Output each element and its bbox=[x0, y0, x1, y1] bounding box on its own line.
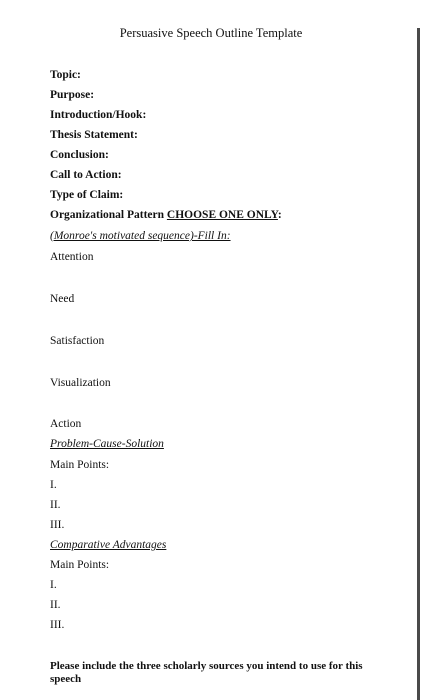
field-thesis: Thesis Statement: bbox=[50, 129, 138, 141]
monroe-step-attention: Attention bbox=[50, 251, 94, 263]
comparative-point-2: II. bbox=[50, 599, 61, 611]
page-title: Persuasive Speech Outline Template bbox=[119, 26, 303, 40]
problem-cause-solution-heading: Problem-Cause-Solution bbox=[50, 438, 164, 450]
monroe-step-visualization: Visualization bbox=[50, 377, 111, 389]
field-topic: Topic: bbox=[50, 69, 81, 81]
choose-one-only: CHOOSE ONE ONLY bbox=[166, 209, 278, 221]
organizational-pattern bbox=[50, 208, 282, 222]
problem-point-2: II. bbox=[50, 499, 61, 511]
problem-main-points-label: Main Points: bbox=[50, 459, 110, 471]
comparative-point-1: I. bbox=[50, 579, 57, 591]
problem-point-1: I. bbox=[50, 479, 57, 491]
field-introduction: Introduction/Hook: bbox=[50, 109, 147, 121]
organizational-pattern-label: Organizational Pattern bbox=[50, 209, 167, 221]
field-call-to-action: Call to Action: bbox=[50, 169, 122, 181]
field-conclusion: Conclusion: bbox=[50, 149, 109, 161]
monroe-step-satisfaction: Satisfaction bbox=[50, 335, 105, 347]
comparative-point-3: III. bbox=[50, 619, 65, 631]
monroe-step-action: Action bbox=[50, 418, 82, 430]
comparative-advantages-heading: Comparative Advantages bbox=[50, 539, 167, 551]
field-purpose: Purpose: bbox=[50, 89, 95, 101]
organizational-pattern-colon: : bbox=[277, 209, 282, 221]
field-type-of-claim: Type of Claim: bbox=[50, 189, 124, 201]
comparative-main-points-label: Main Points: bbox=[50, 559, 110, 571]
problem-point-3: III. bbox=[50, 519, 65, 531]
sources-note: Please include the three scholarly sources you intend to use for this speech bbox=[50, 660, 363, 685]
monroe-step-need: Need bbox=[50, 293, 75, 305]
monroe-heading: (Monroe's motivated sequence)-Fill In: bbox=[50, 230, 231, 242]
page-edge-line bbox=[417, 28, 420, 700]
